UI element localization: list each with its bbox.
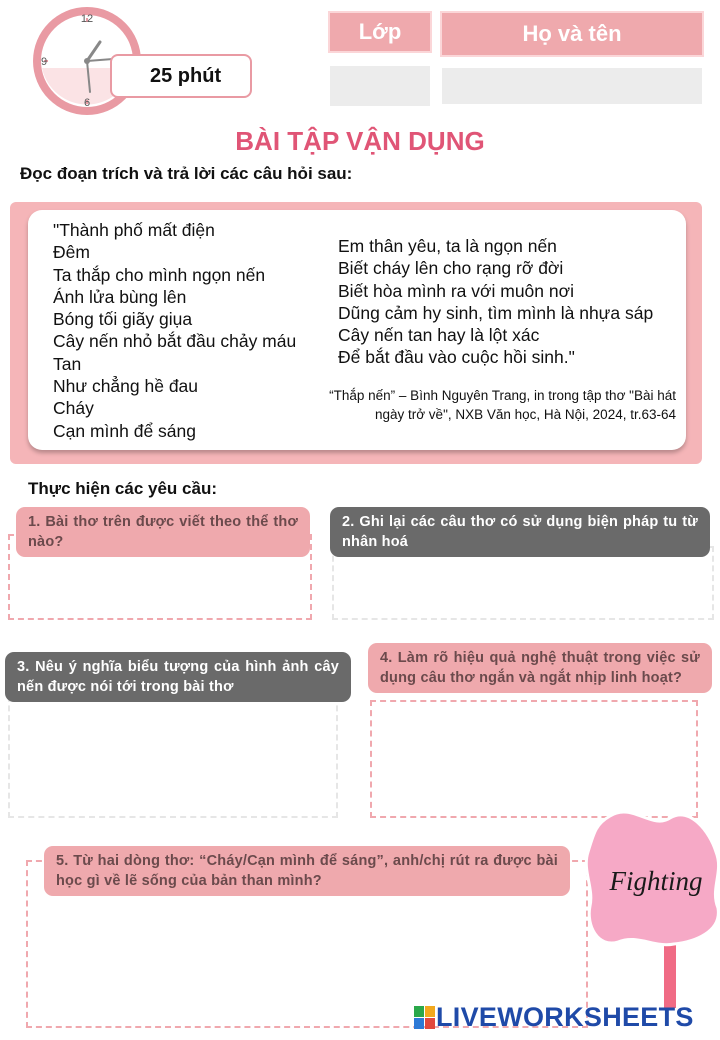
live-badge-icon [414, 1006, 436, 1030]
poem-line: Biết hòa mình ra với muôn nơi [338, 280, 574, 301]
name-header: Họ và tên [440, 11, 704, 57]
poem-line: Đêm [53, 242, 90, 263]
class-header: Lớp [328, 11, 432, 53]
name-field[interactable] [440, 66, 704, 106]
fighting-sticker-icon [582, 808, 720, 1008]
answer-box-4[interactable] [370, 700, 698, 818]
poem-line: "Thành phố mất điện [53, 220, 215, 240]
poem-line: Cạn mình để sáng [53, 420, 197, 441]
question-1: 1. Bài thơ trên được viết theo thể thơ nào? [16, 507, 310, 557]
question-3: 3. Nêu ý nghĩa biểu tượng của hình ảnh cây nến được nói tới trong bài thơ [5, 652, 351, 702]
poem-line: Cháy [53, 398, 94, 419]
citation-line: “Thắp nến” – Bình Nguyên Trang, in trong tập thơ "Bài hát [329, 388, 676, 403]
poem-line: Như chẳng hề đau [53, 376, 199, 397]
poem-line: Dũng cảm hy sinh, tìm mình là nhựa sáp [338, 302, 654, 323]
poem-line: Tan [53, 353, 82, 374]
answer-box-3[interactable] [8, 686, 338, 818]
question-4: 4. Làm rõ hiệu quả nghệ thuật trong việc sử dụng câu thơ ngắn và ngắt nhịp linh hoạt? [368, 643, 712, 693]
clock-number-12: 12 [80, 13, 94, 25]
tasks-heading: Thực hiện các yêu cầu: [28, 479, 217, 498]
clock-number-9: 9 [40, 56, 48, 68]
citation-line: ngày trở về", NXB Văn học, Hà Nội, 2024, tr.63-64 [374, 407, 676, 422]
poem-line: Em thân yêu, ta là ngọn nến [338, 236, 557, 256]
question-5: 5. Từ hai dòng thơ: “Cháy/Cạn mình để sáng”, anh/chị rút ra được bài học gì về lẽ sống của bản than mình? [44, 846, 570, 896]
poem-line: Ánh lửa bùng lên [53, 286, 187, 307]
poem-line: Biết cháy lên cho rạng rỡ đời [338, 258, 564, 279]
question-2: 2. Ghi lại các câu thơ có sử dụng biện pháp tu từ nhân hoá [330, 507, 710, 557]
poem-line: Cây nến tan hay là lột xác [338, 325, 540, 346]
instruction: Đọc đoạn trích và trả lời các câu hỏi sau: [20, 164, 353, 183]
answer-box-2[interactable] [332, 546, 714, 620]
clock-number-6: 6 [83, 97, 91, 109]
timer-label: 25 phút [110, 54, 252, 98]
poem-citation [329, 386, 676, 424]
liveworksheets-logo [414, 1002, 694, 1033]
poem-line: Bóng tối giãy giụa [53, 309, 193, 330]
poem-line: Ta thắp cho mình ngọn nến [53, 264, 266, 285]
poem-line: Cây nến nhỏ bắt đầu chảy máu [53, 331, 297, 352]
poem-right-column [338, 235, 653, 369]
class-field[interactable] [328, 64, 432, 108]
page-title: BÀI TẬP VẬN DỤNG [235, 126, 485, 156]
sticker-text: Fighting [609, 866, 703, 896]
brand-text: LIVEWORKSHEETS [436, 1002, 694, 1032]
poem-left-column [53, 219, 296, 442]
poem-line: Để bắt đầu vào cuộc hồi sinh." [338, 347, 575, 368]
